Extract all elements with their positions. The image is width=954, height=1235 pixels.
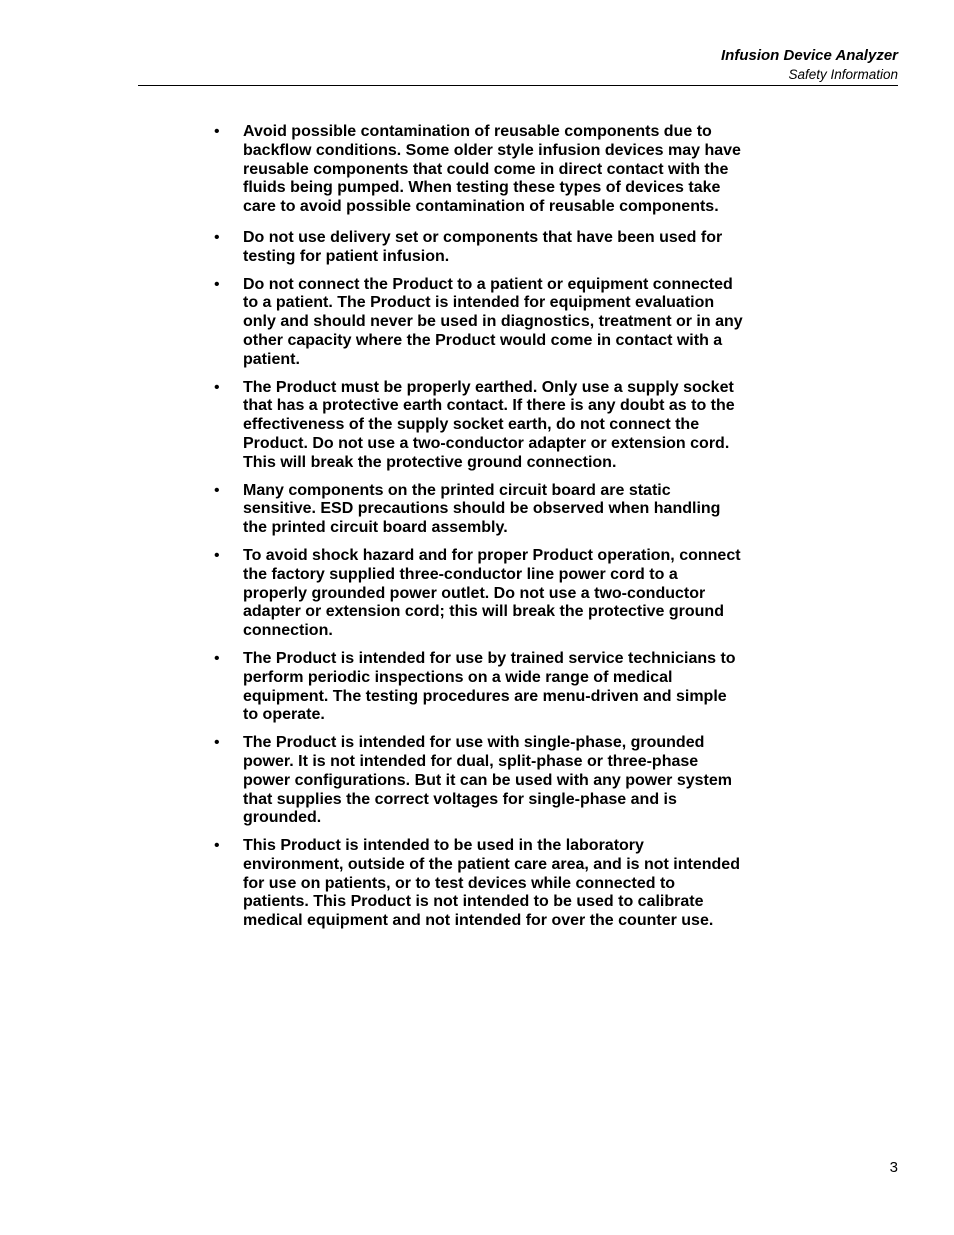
bullet-icon: • [214, 734, 220, 752]
bullet-text: The Product is intended for use with single-phase, grounded power. It is not intended for dual, split-phase or three-phase power configurations. But it can be used with any power system that supplies the correct voltages for single-phase and is grounded. [243, 734, 732, 827]
bullet-icon: • [214, 228, 220, 246]
bullet-item-patient-connection [214, 275, 743, 370]
bullet-item-esd [214, 481, 743, 538]
bullet-text: This Product is intended to be used in the laboratory environment, outside of the patient care area, and is not intended for use on patients, or to test devices while connected to patients. This Product is not intended to be used to calibrate medical equipment and not intended for over the counter use. [243, 837, 740, 930]
bullet-item-delivery-set [214, 228, 743, 267]
header-divider [138, 85, 898, 86]
page-number: 3 [889, 1159, 898, 1176]
bullet-item-laboratory-use [214, 837, 743, 931]
bullet-item-trained-technicians [214, 649, 743, 725]
bullet-text: The Product must be properly earthed. Only use a supply socket that has a protective earth contact. If there is any doubt as to the effectiveness of the supply socket earth, do not connect the Product. Do not use a two-conductor adapter or extension cord. This will break the protective ground connection. [243, 378, 735, 471]
bullet-icon: • [214, 481, 220, 499]
document-title: Infusion Device Analyzer [721, 47, 898, 64]
bullet-icon: • [214, 378, 220, 396]
bullet-text: The Product is intended for use by trained service technicians to perform periodic inspections on a wide range of medical equipment. The testing procedures are menu-driven and simple to operate. [243, 649, 736, 724]
bullet-icon: • [214, 649, 220, 667]
bullet-text: Many components on the printed circuit board are static sensitive. ESD precautions should be observed when handling the printed circuit board assembly. [243, 481, 721, 537]
bullet-text: Avoid possible contamination of reusable components due to backflow conditions. Some older style infusion devices may have reusable components that could come in direct contact with the fluids being pumped. When testing these types of devices take care to avoid possible contamination of reusable components. [243, 123, 741, 216]
bullet-icon: • [214, 275, 220, 293]
bullet-text: To avoid shock hazard and for proper Product operation, connect the factory supplied three-conductor line power cord to a properly grounded power outlet. Do not use a two-conductor adapter or extension cord; this will break the protective ground connection. [243, 546, 741, 640]
running-header [721, 47, 898, 84]
bullet-item-contamination [214, 123, 743, 217]
safety-bullet-list [214, 123, 743, 940]
bullet-icon: • [214, 123, 220, 140]
bullet-icon: • [214, 546, 220, 564]
bullet-item-earthing [214, 378, 743, 473]
bullet-text: Do not connect the Product to a patient or equipment connected to a patient. The Product is intended for equipment evaluation only and should never be used in diagnostics, treatment or in any other capacity where the Product would come in contact with a patient. [243, 275, 743, 368]
bullet-item-shock-hazard [214, 546, 743, 641]
bullet-text: Do not use delivery set or components that have been used for testing for patient infusion. [243, 228, 723, 265]
bullet-item-single-phase-power [214, 734, 743, 828]
bullet-icon: • [214, 837, 220, 855]
section-title: Safety Information [788, 67, 898, 82]
